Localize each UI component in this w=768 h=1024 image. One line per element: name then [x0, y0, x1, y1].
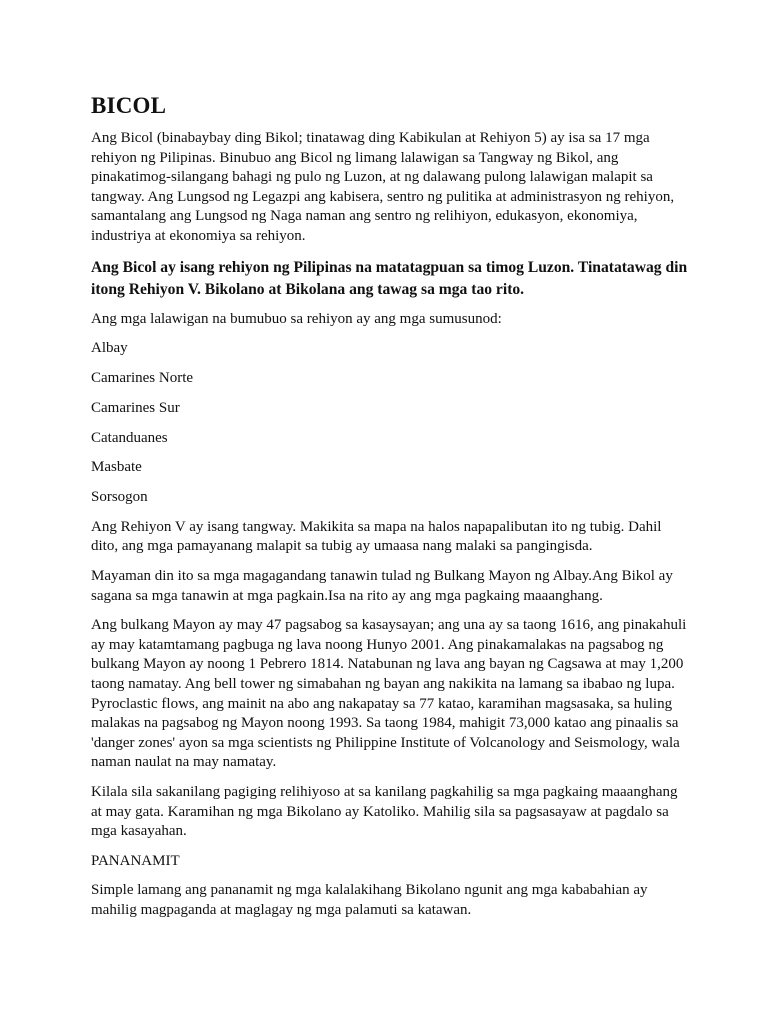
intro-paragraph: Ang Bicol (binabaybay ding Bikol; tinatawag ding Kabikulan at Rehiyon 5) ay isa sa 17 mga rehiyon ng Pilipinas. Binubuo ang Bicol ng limang lalawigan sa Tangway ng Bikol, ang pinakatimog-silangang bahagi ng pulo ng Luzon, at ng dalawang pulong lalawigan malapit sa tangway. Ang Lungsod ng Legazpi ang kabisera, sentro ng pulitika at administrasyon ng rehiyon, samantalang ang Lungsod ng Naga naman ang sentro ng relihiyon, edukasyon, ekonomiya, industriya at ekonomiya sa rehiyon. — [91, 130, 675, 244]
province-list — [91, 339, 691, 508]
province-item: Sorsogon — [91, 489, 148, 506]
province-item: Camarines Sur — [91, 399, 180, 416]
clothing-paragraph: Simple lamang ang pananamit ng mga kalalakihang Bikolano ngunit ang mga kababahian ay mahilig magpaganda at maglagay ng mga palamuti sa katawan. — [91, 882, 648, 918]
provinces-intro-paragraph: Ang mga lalawigan na bumubuo sa rehiyon ay ang mga sumusunod: — [91, 310, 502, 327]
scenery-paragraph: Mayaman din ito sa mga magagandang tanawin tulad ng Bulkang Mayon ng Albay.Ang Bikol ay sagana sa mga tanawin at mga pagkain.Isa na rito ay ang mga pagkaing maaanghang. — [91, 568, 673, 604]
province-item: Catanduanes — [91, 429, 168, 446]
culture-paragraph: Kilala sila sakanilang pagiging relihiyoso at sa kanilang pagkahilig sa mga pagkaing maaanghang at may gata. Karamihan ng mga Bikolano ay Katoliko. Mahilig sila sa pagsasayaw at pagdalo sa mga kasayahan. — [91, 783, 678, 840]
geography-paragraph: Ang Rehiyon V ay isang tangway. Makikita sa mapa na halos napapalibutan ito ng tubig. Dahil dito, ang mga pamayanang malapit sa tubig ay umaasa nang malaki sa pangingisda. — [91, 518, 662, 555]
province-item: Albay — [91, 340, 128, 357]
document-page — [91, 92, 691, 931]
mayon-paragraph: Ang bulkang Mayon ay may 47 pagsabog sa kasaysayan; ang una ay sa taong 1616, ang pinakahuli ay may katamtamang pagbuga ng lava noong Hunyo 2001. Ang pinakamalakas na pagsabog ng bulkang Mayon ay noong 1 Pebrero 1814. Natabunan ng lava ang bayan ng Cagsawa at may 1,200 taong namatay. Ang bell tower ng simabahan ng bayan ang nakikita na lamang sa ibabao ng lupa. Pyroclastic flows, ang mainit na abo ang nakapatay sa 77 katao, karamihan magsasaka, sa huling malakas na pagsabog ng Mayon noong 1993. Sa taong 1984, mahigit 73,000 katao ang pinaalis sa 'danger zones' ayon sa mga scientists ng Philippine Institute of Volcanology and Seismology, wala naman naulat na may namatay. — [91, 617, 687, 771]
document-title: BICOL — [91, 93, 167, 118]
province-item: Camarines Norte — [91, 369, 194, 386]
clothing-heading: PANANAMIT — [91, 852, 180, 869]
province-item: Masbate — [91, 459, 142, 476]
bold-summary-paragraph: Ang Bicol ay isang rehiyon ng Pilipinas na matatagpuan sa timog Luzon. Tinatatawag din itong Rehiyon V. Bikolano at Bikolana ang tawag sa mga tao rito. — [91, 258, 688, 298]
